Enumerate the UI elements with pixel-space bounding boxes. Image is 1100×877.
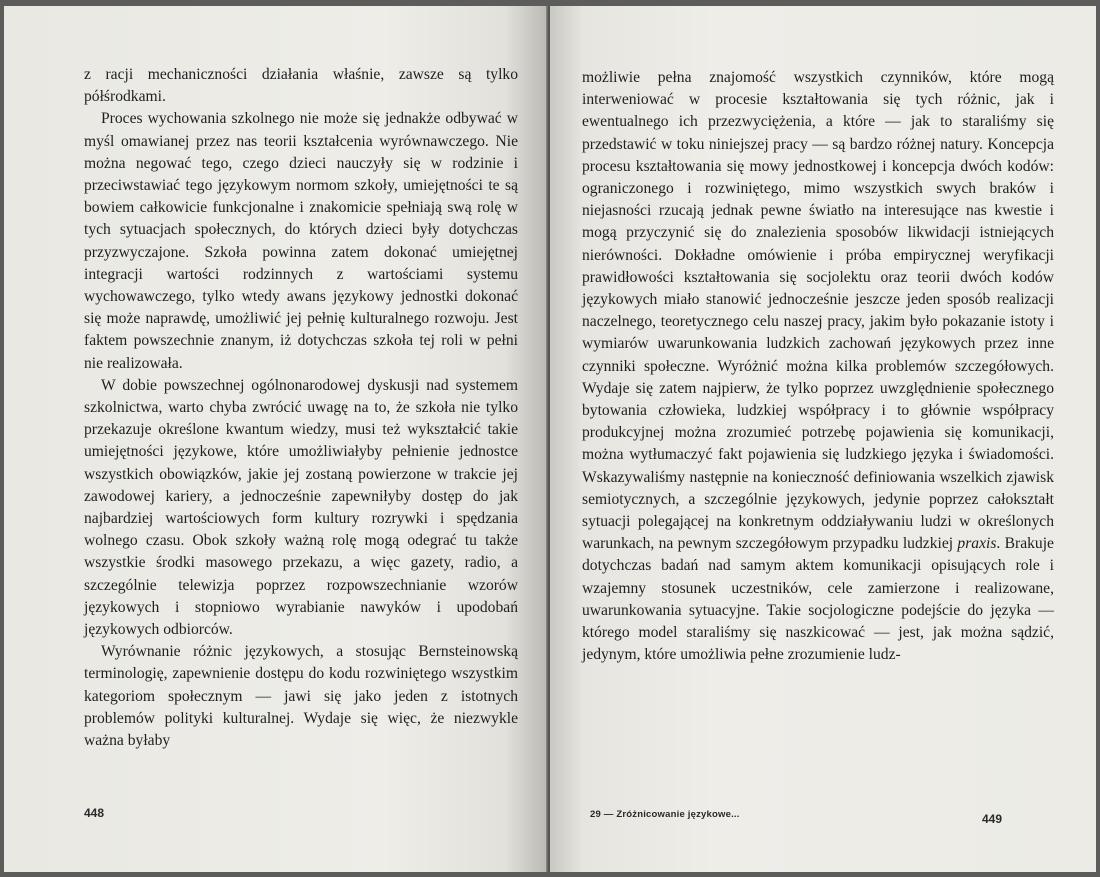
left-page-text <box>84 64 518 752</box>
right-page-text <box>582 67 1054 666</box>
right-page <box>550 6 1096 872</box>
paragraph: Proces wychowania szkolnego nie może się jednakże odbywać w myśl omawianej przez nas teorii kształcenia wyrównawczego. Nie można negować tego, czego dzieci nauczyły się w rodzinie i przeciwstawiać tego językowym normom szkoły, umiejętności te są bowiem całkowicie funkcjonalne i znakomicie spełniają swą rolę w tych sytuacjach społecznych, do których dzieci były dotychczas przyzwyczajone. Szkoła powinna zatem dokonać umiejętnej integracji wartości rodzinnych z wartościami systemu wychowawczego, tylko wtedy awans językowy jednostki dokonać się może naprawdę, umożliwić jej pełnię kulturalnego rozwoju. Jest faktem powszechnie znanym, iż dotychczas szkoła tej roli w pełni nie realizowała. <box>84 110 518 372</box>
left-page <box>4 6 548 872</box>
paragraph: W dobie powszechnej ogólnonarodowej dyskusji nad systemem szkolnictwa, warto chyba zwrócić uwagę na to, że szkoła nie tylko przekazuje określone kwantum wiedzy, musi też wykształcić takie umiejętności językowe, które umożliwiałyby pełnienie jednostce wszystkich obowiązków, jakie jej zostaną powierzone w trakcie jej zawodowej kariery, a jednocześnie zapewniłyby dostęp do jak najbardziej wartościowych form kultury rozrywki i spędzania wolnego czasu. Obok szkoły ważną rolę mogą odegrać tu także wszystkie środki masowego przekazu, a więc gazety, radio, a szczególnie telewizja poprzez rozpowszechnianie wzorów językowych i stopniowo wyrabianie nawyków i upodobań językowych odbiorców. <box>84 376 518 639</box>
paragraph <box>582 67 1054 666</box>
page-number: 448 <box>84 806 105 820</box>
text-run: możliwie pełna znajomość wszystkich czynników, które mogą interweniować w procesie kształtowania się tych różnic, jak i ewentualnego ich przezwyciężenia, a które — jak to staraliśmy się przedstawić w toku niniejszej pracy — są bardzo różnej natury. Koncepcja procesu kształtowania się mowy jednostkowej i koncepcja dwóch kodów: ograniczonego i rozwiniętego, mimo wszystkich swych braków i niejasności rzucają jednak pewne światło na interesujące nas kwestie i mogą przyczynić się do znalezienia sposobów likwidacji istniejących nierówności. Dokładne omówienie i próba empirycznej weryfikacji prawidłowości kształtowania się socjolektu oraz teorii dwóch kodów językowych miało stanowić jednocześnie jeszcze jeden sposób realizacji naczelnego, teoretycznego celu naszej pracy, jakim było pokazanie istoty i wymiarów uwarunkowania ludzkich zachowań językowych przez inne czynniki społeczne. Wyróżnić można kilka problemów szczegółowych. Wydaje się zatem najpierw, że tylko poprzez uwzględnienie społecznego bytowania człowieka, ludzkiej współpracy i to głównie współpracy produkcyjnej można zrozumieć potrzebę pojawienia się komunikacji, można wytłumaczyć fakt pojawienia się ludzkiego języka i świadomości. Wskazywaliśmy następnie na konieczność definiowania wszelkich zjawisk semiotycznych, a szczególnie językowych, jedynie poprzez całokształt sytuacji polegającej na konkretnym oddziaływaniu ludzi w określonych warunkach, na pewnym szczegółowym przypadku ludzkiej <box>582 69 1054 553</box>
printer-signature: 29 — Zróżnicowanie językowe... <box>590 809 740 820</box>
open-book <box>4 6 1096 872</box>
text-run: . Brakuje dotychczas badań nad samym aktem komunikacji opisujących role i wzajemny stosunek uczestników, cele zamierzone i realizowane, uwarunkowania sytuacyjne. Takie socjologiczne podejście do języka — którego model staraliśmy się naszkicować — jest, jak można sądzić, jedynym, które umożliwia pełne zrozumienie ludz- <box>582 535 1054 664</box>
paragraph: z racji mechaniczności działania właśnie, zawsze są tylko półśrodkami. <box>84 66 518 106</box>
italic-term: praxis <box>957 535 997 553</box>
paragraph: Wyrównanie różnic językowych, a stosując Bernsteinowską terminologię, zapewnienie dostępu do kodu rozwiniętego wszystkim kategoriom społecznym — jawi się jako jeden z istotnych problemów polityki kulturalnej. Wydaje się więc, że niezwykle ważna byłaby <box>84 643 518 750</box>
page-number: 449 <box>982 812 1003 826</box>
